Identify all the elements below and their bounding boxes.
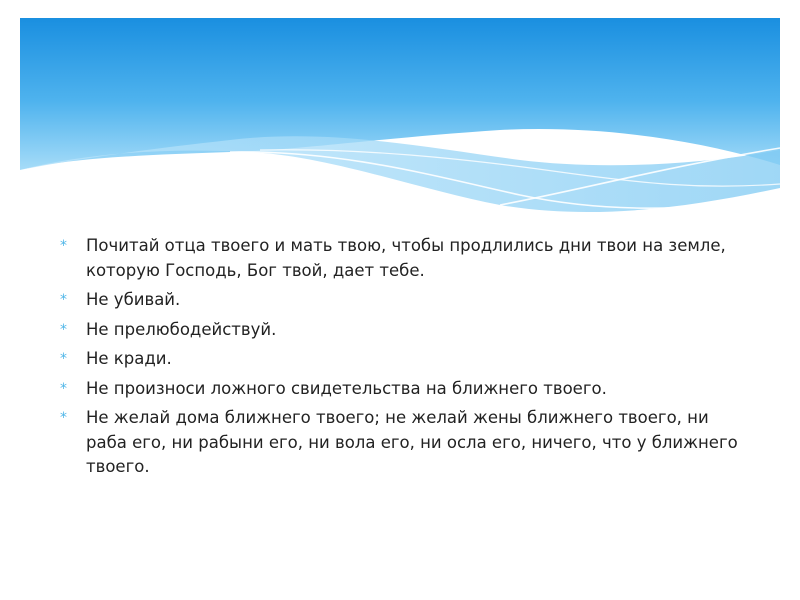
list-item: [60, 318, 740, 343]
wave-header-graphic: [0, 0, 800, 240]
list-item: [60, 406, 740, 480]
bullet-icon: *: [60, 410, 67, 426]
list-item: [60, 288, 740, 313]
list-item-text: Почитай отца твоего и мать твою, чтобы продлились дни твои на земле, которую Господь, Бог твой, дает тебе.: [86, 236, 726, 280]
bullet-icon: *: [60, 321, 67, 338]
list-item-text: Не кради.: [86, 349, 172, 368]
list-item: [60, 347, 740, 372]
list-item-text: Не желай дома ближнего твоего; не желай жены ближнего твоего, ни раба его, ни рабыни его, ни вола его, ни осла его, ничего, что у ближнего твоего.: [86, 408, 738, 476]
commandments-list: [60, 234, 740, 480]
bullet-icon: *: [60, 238, 67, 254]
list-item-text: Не прелюбодействуй.: [86, 319, 277, 339]
bullet-icon: *: [60, 380, 67, 397]
bullet-icon: *: [60, 351, 67, 367]
list-item-text: Не убивай.: [86, 290, 181, 309]
commandments-list-container: [60, 234, 740, 485]
list-item: [60, 234, 740, 283]
bullet-icon: *: [60, 292, 67, 308]
list-item-text: Не произноси ложного свидетельства на ближнего твоего.: [86, 378, 607, 398]
list-item: [60, 377, 740, 402]
